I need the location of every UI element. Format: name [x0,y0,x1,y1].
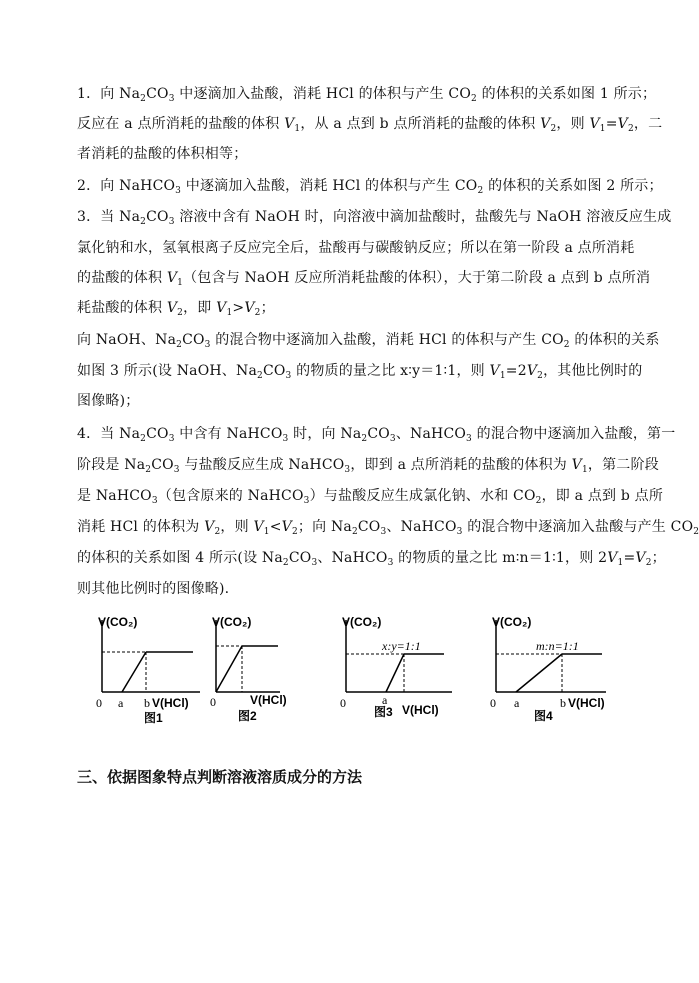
figure-4-graph [482,612,612,727]
paragraph-line-16: 的体积的关系如图 4 所示(设 $Na_2CO_3$、NaHCO$_3$ 的物质的量之比 m∶n＝1∶1，则 $2V_1=V_2$； [77,550,666,568]
rise-line [122,652,146,692]
paragraph-line-12: 4．当 $Na_2CO_3$ 中含有 NaHCO$_3$ 时，向 $Na_2CO_3$、NaHCO$_3$ 的混合物中逐滴加入盐酸，第一 [77,426,676,444]
paragraph-line-11: 图像略)； [77,393,140,409]
x-axis-label: V(HCl) [152,696,189,710]
figure-4 [482,612,612,731]
rise-line [216,646,242,692]
x-axis-label: V(HCl) [250,693,287,707]
point-a-label: a [118,696,124,710]
figure-1-graph [88,612,198,727]
y-axis-label: V(CO₂) [492,615,532,629]
paragraph-line-4: 2．向 NaHCO$_3$ 中逐滴加入盐酸，消耗 HCl 的体积与产生 $CO_2$ 的体积的关系如图 2 所示； [77,178,663,196]
y-axis-label: V(CO₂) [212,615,252,629]
figure-caption: 图3 [374,705,393,719]
paragraph-line-10: 如图 3 所示(设 NaOH、$Na_2CO_3$ 的物质的量之比 x∶y＝1∶1，则 $V_1=2V_2$，其他比例时的 [77,363,643,381]
paragraph-line-7: 的盐酸的体积 $V_1$（包含与 NaOH 反应所消耗盐酸的体积），大于第二阶段 a 点到 b 点所消 [77,270,651,288]
point-b-label: b [144,696,150,710]
figure-3 [332,612,462,731]
figure-1 [88,612,198,731]
figure-3-graph [332,612,462,727]
paragraph-line-8: 耗盐酸的体积 $V_2$，即 $V_1>V_2$； [77,300,275,318]
paragraph-line-15: 消耗 HCl 的体积为 $V_2$，则 $V_1<V_2$；向 $Na_2CO_3$、NaHCO$_3$ 的混合物中逐滴加入盐酸与产生 $CO_2$ [77,519,699,537]
origin-label: 0 [490,696,496,710]
paragraph-line-6: 氯化钠和水，氢氧根离子反应完全后，盐酸再与碳酸钠反应；所以在第一阶段 a 点所消耗 [77,240,635,256]
origin-label: 0 [210,695,216,709]
figures-row [80,612,620,732]
figure-caption: 图2 [238,709,257,723]
paragraph-line-14: 是 NaHCO$_3$（包含原来的 NaHCO$_3$）与盐酸反应生成氯化钠、水和 $CO_2$，即 a 点到 b 点所 [77,488,664,506]
figure-2-graph [202,612,302,727]
paragraph-line-9: 向 NaOH、$Na_2CO_3$ 的混合物中逐滴加入盐酸，消耗 HCl 的体积与产生 $CO_2$ 的体积的关系 [77,332,660,350]
paragraph-line-2: 反应在 a 点所消耗的盐酸的体积 $V_1$，从 a 点到 b 点所消耗的盐酸的体积 $V_2$，则 $V_1=V_2$，二 [77,116,663,134]
figure-2 [202,612,302,731]
y-axis-label: V(CO₂) [342,615,382,629]
paragraph-line-17: 则其他比例时的图像略). [77,581,230,597]
rise-line [386,654,404,692]
paragraph-line-13: 阶段是 $Na_2CO_3$ 与盐酸反应生成 NaHCO$_3$，即到 a 点所消耗的盐酸的体积为 $V_1$，第二阶段 [77,457,659,475]
origin-label: 0 [96,696,102,710]
x-axis-label: V(HCl) [402,703,439,717]
section-heading: 三、依据图象特点判断溶液溶质成分的方法 [77,768,363,786]
rise-line [516,654,562,692]
y-axis-label: V(CO₂) [98,615,138,629]
paragraph-line-3: 者消耗的盐酸的体积相等； [77,146,248,162]
paragraph-line-1: 1．向 $Na_2CO_3$ 中逐滴加入盐酸，消耗 HCl 的体积与产生 $CO_2$ 的体积的关系如图 1 所示； [77,86,657,104]
figure-caption: 图4 [534,709,553,723]
figure-caption: 图1 [144,711,163,725]
point-a-label: a [382,693,388,707]
ratio-label: m:n=1:1 [536,639,579,653]
point-a-label: a [514,696,520,710]
origin-label: 0 [340,696,346,710]
point-b-label: b [560,696,566,710]
ratio-label: x:y=1:1 [382,639,421,653]
paragraph-line-5: 3．当 $Na_2CO_3$ 溶液中含有 NaOH 时，向溶液中滴加盐酸时，盐酸先与 NaOH 溶液反应生成 [77,209,672,227]
x-axis-label: V(HCl) [568,696,605,710]
